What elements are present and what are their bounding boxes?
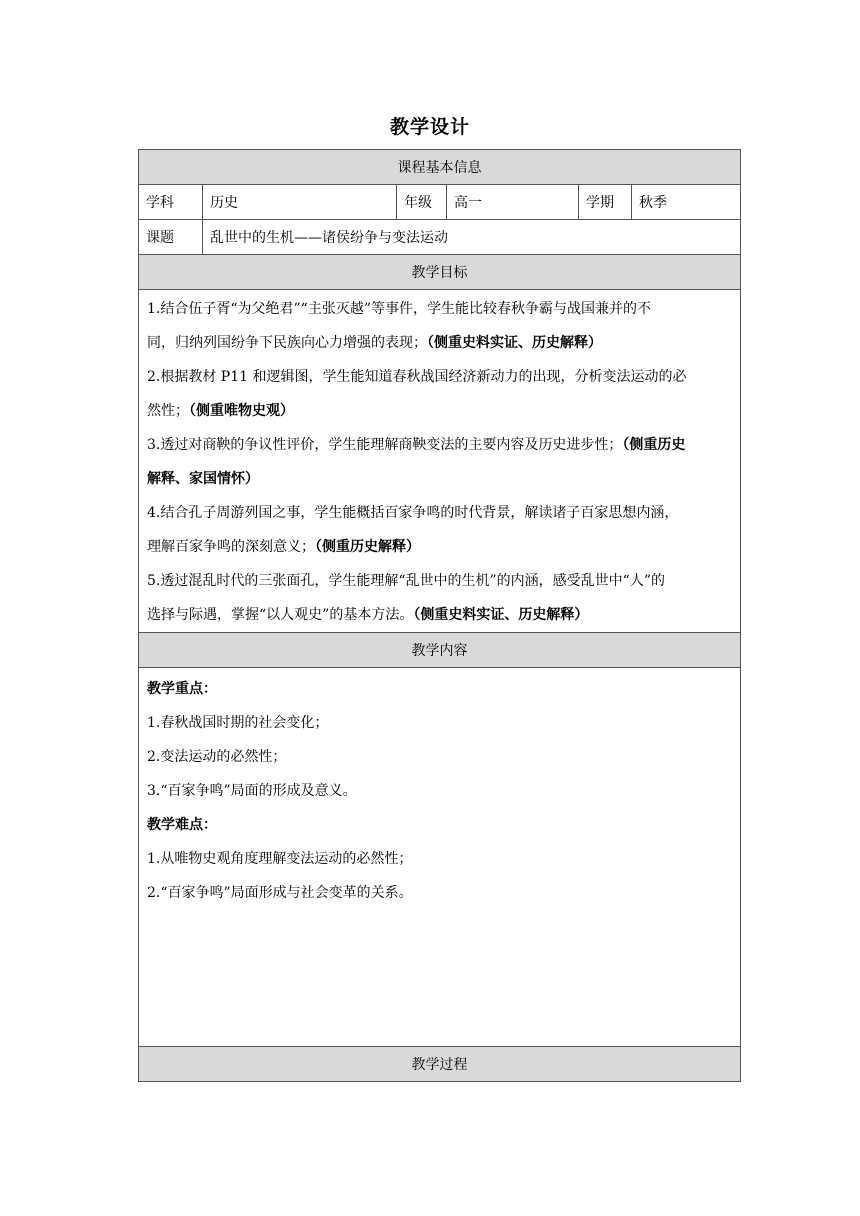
process-header-row [139,1047,741,1082]
objective-focus: （侧重唯物史观） [189,403,294,419]
objective-text: 理解百家争鸣的深刻意义； [147,539,315,555]
term-label: 学期 [579,185,632,220]
key-point-item: 2.变法运动的必然性； [147,749,287,765]
objective-text: 2.根据教材 P11 和逻辑图，学生能知道春秋战国经济新动力的出现，分析变法运动的必 [147,369,687,385]
objective-text: 1.结合伍子胥“为父绝君”“主张灭越”等事件，学生能比较春秋争霸与战国兼并的不 [147,301,651,317]
objective-focus: （侧重历史 [622,437,686,453]
objective-item [147,564,732,632]
grade-label: 年级 [397,185,447,220]
objective-text: 5.透过混乱时代的三张面孔，学生能理解“乱世中的生机”的内涵，感受乱世中“人”的 [147,573,665,589]
objectives-cell [139,290,741,633]
objective-text: 3.透过对商鞅的争议性评价，学生能理解商鞅变法的主要内容及历史进步性； [147,437,623,453]
objective-focus: （侧重史料实证、历史解释） [427,335,602,351]
objective-item [147,428,732,496]
difficult-point-item: 2.“百家争鸣”局面形成与社会变革的关系。 [147,885,413,901]
topic-value: 乱世中的生机——诸侯纷争与变法运动 [203,220,741,255]
subject-value: 历史 [203,185,397,220]
objective-text: 然性； [147,403,189,419]
objective-text: 同，归纳列国纷争下民族向心力增强的表现； [147,335,427,351]
basic-info-header-row [139,150,741,185]
content-header: 教学内容 [139,633,741,668]
objectives-row [139,290,741,633]
grade-value: 高一 [447,185,579,220]
objectives-header: 教学目标 [139,255,741,290]
term-value: 秋季 [632,185,741,220]
objective-item [147,360,732,428]
document-title: 教学设计 [389,116,470,138]
objective-item [147,292,732,360]
objective-focus: （侧重历史解释） [315,539,420,555]
objective-focus: （侧重史料实证、历史解释） [413,607,589,623]
lesson-plan-table [138,149,741,1082]
process-header: 教学过程 [139,1047,741,1082]
topic-row [139,220,741,255]
objective-text: 选择与际遇，掌握“以人观史”的基本方法。 [147,607,414,623]
topic-label: 课题 [139,220,203,255]
subject-label: 学科 [139,185,203,220]
key-point-item: 1.春秋战国时期的社会变化； [147,715,329,731]
objective-item [147,496,732,564]
difficult-point-item: 1.从唯物史观角度理解变法运动的必然性； [147,851,413,867]
objective-focus: 解释、家国情怀） [147,471,259,487]
difficult-points-title: 教学难点： [147,817,217,833]
content-cell [139,668,741,1047]
objective-text: 4.结合孔子周游列国之事，学生能概括百家争鸣的时代背景，解读诸子百家思想内涵， [147,505,679,521]
key-points-title: 教学重点： [147,681,217,697]
key-point-item: 3.“百家争鸣”局面的形成及意义。 [147,783,357,799]
basic-info-row [139,185,741,220]
objectives-header-row [139,255,741,290]
basic-info-header: 课程基本信息 [139,150,741,185]
content-row [139,668,741,1047]
content-header-row [139,633,741,668]
